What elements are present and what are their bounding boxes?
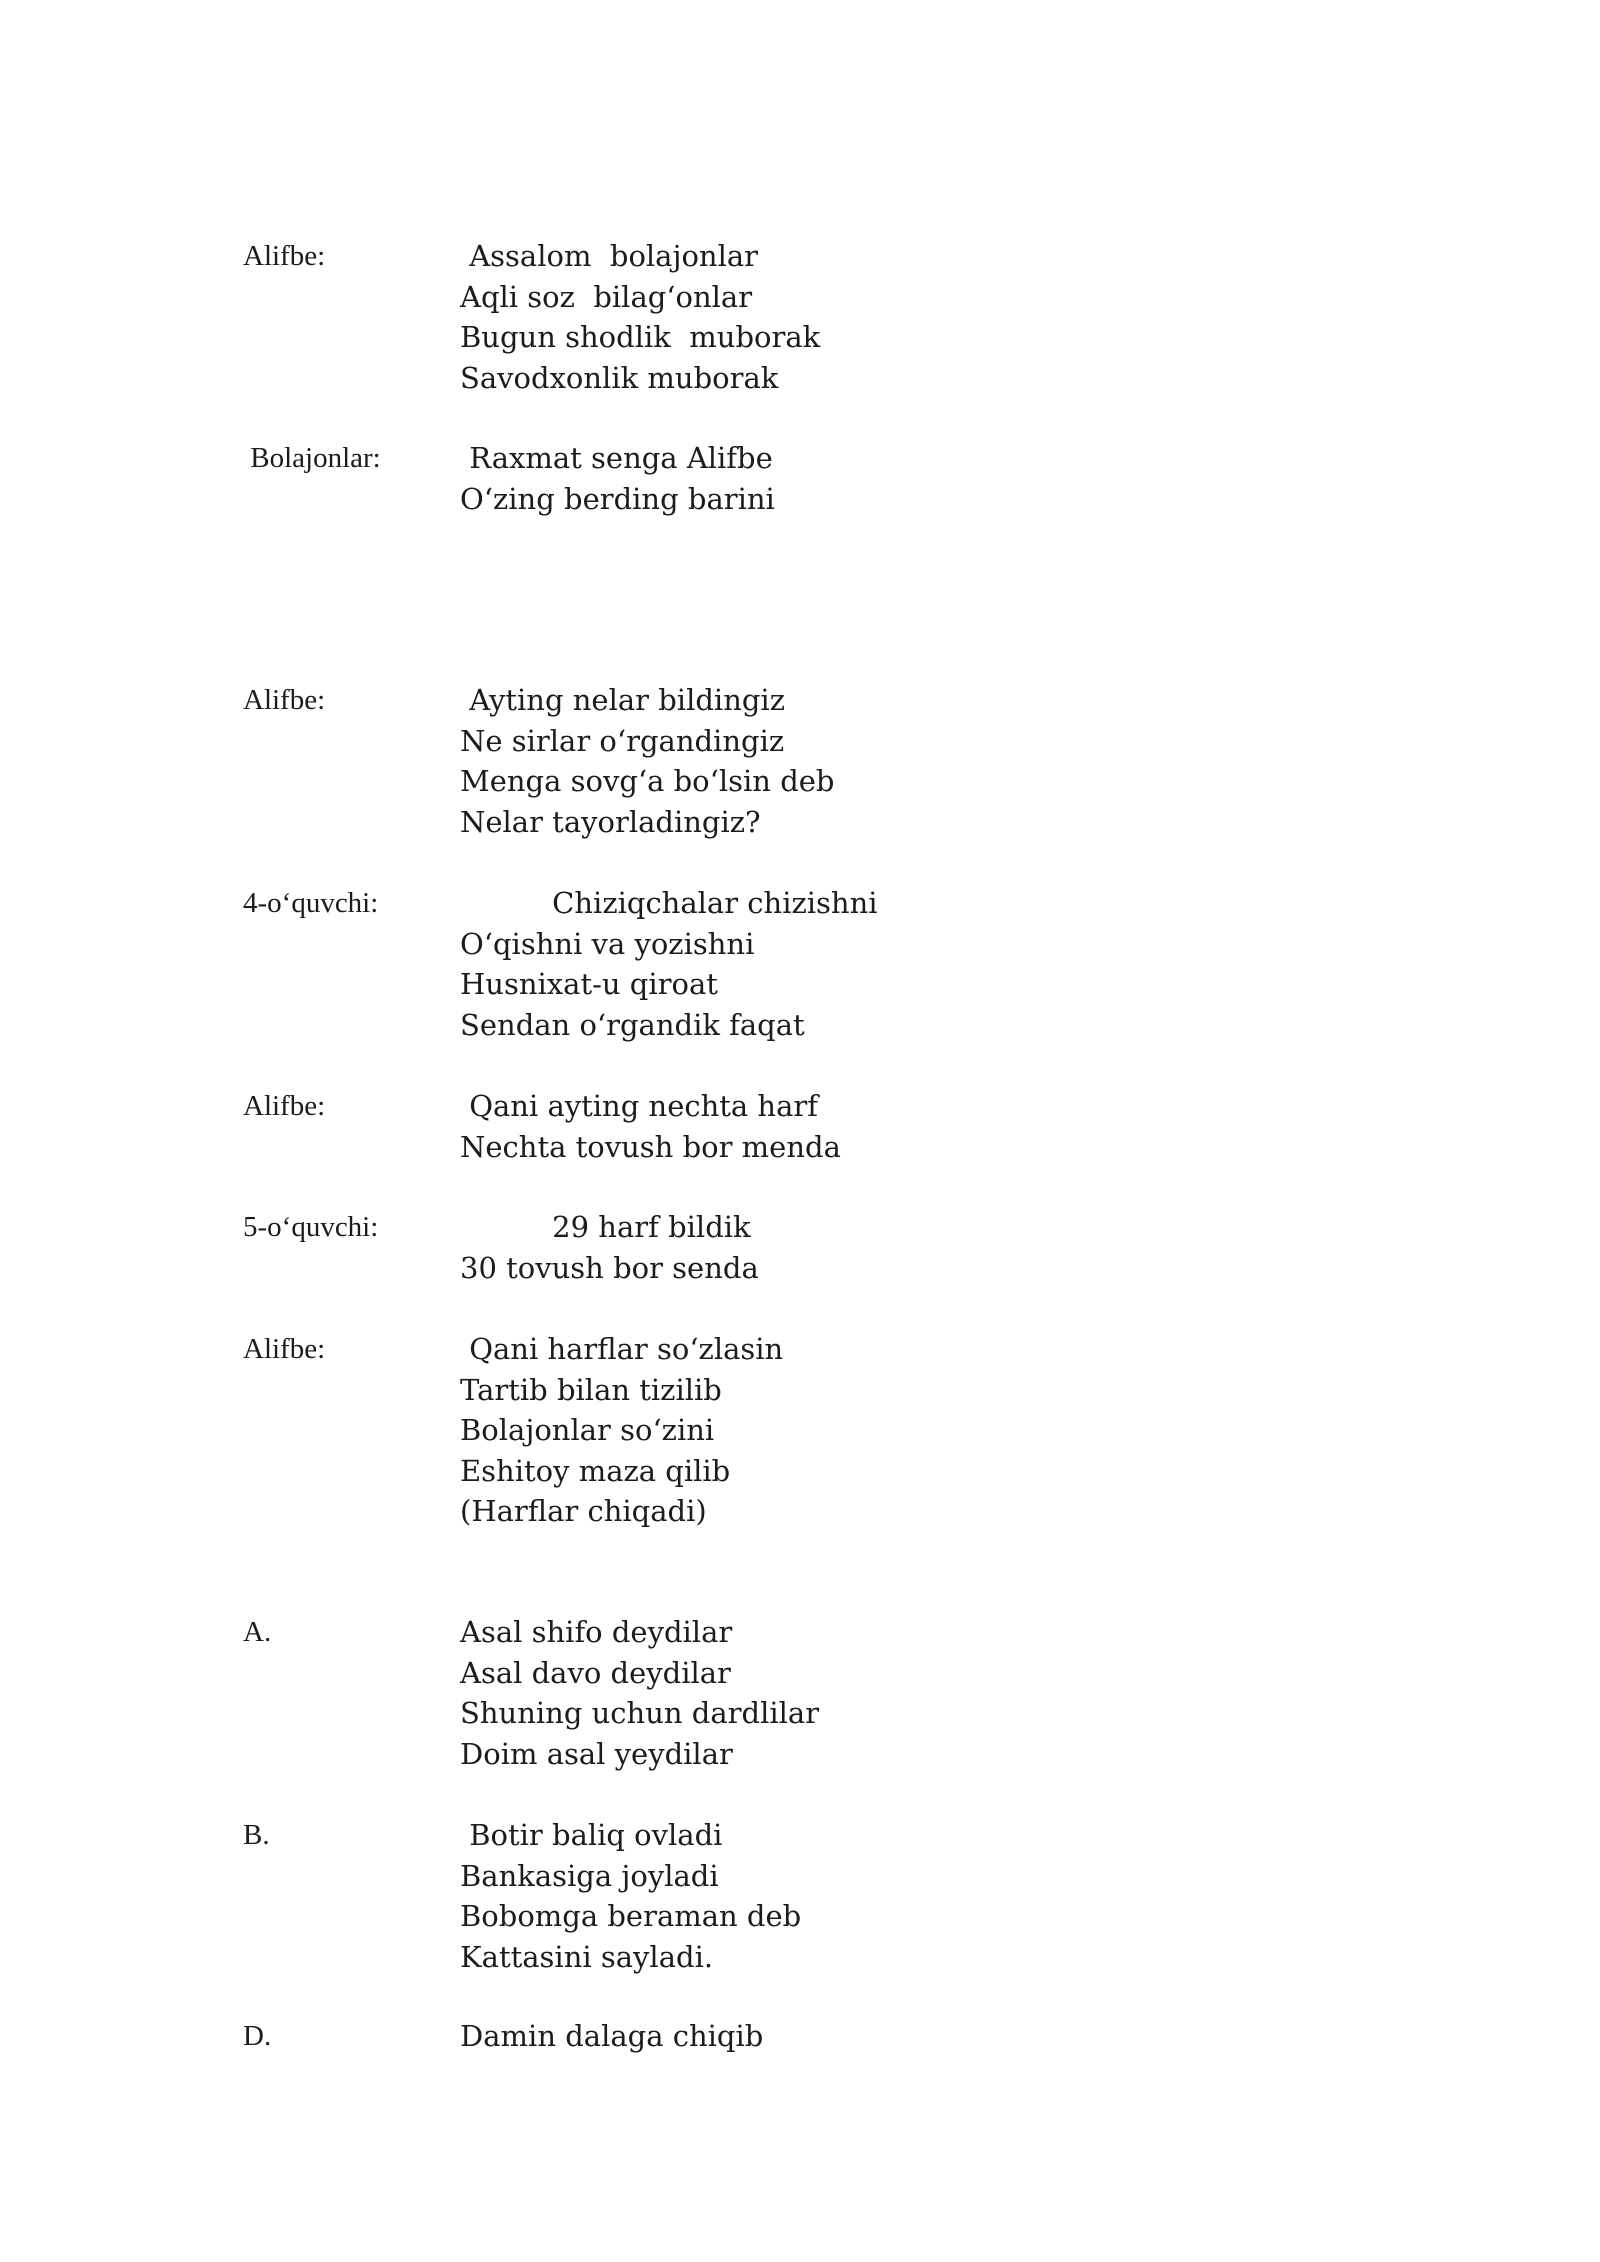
verse-line: Bugun shodlik muborak bbox=[460, 320, 821, 354]
verse-line: Botir baliq ovladi bbox=[460, 1818, 723, 1852]
verse-line: (Harflar chiqadi) bbox=[460, 1494, 707, 1528]
verse-line: Qani ayting nechta harf bbox=[460, 1089, 818, 1123]
verse-line: Husnixat-u qiroat bbox=[460, 967, 718, 1001]
verse-line: Raxmat senga Alifbe bbox=[460, 441, 773, 475]
verse-line: O‘qishni va yozishni bbox=[460, 926, 755, 961]
speaker-label: B. bbox=[243, 1819, 270, 1851]
verse-lines bbox=[460, 883, 878, 1045]
verse-line: Bankasiga joyladi bbox=[460, 1858, 719, 1893]
verse-line: Tartib bilan tizilib bbox=[460, 1372, 722, 1407]
verse-line: Shuning uchun dardlilar bbox=[460, 1696, 820, 1730]
verse-line: O‘zing berding barini bbox=[460, 481, 775, 516]
verse-line: Doim asal yeydilar bbox=[460, 1736, 733, 1771]
verse-lines bbox=[460, 1815, 801, 1977]
verse-line: Assalom bolajonlar bbox=[460, 239, 759, 273]
speaker-label: 4-o‘quvchi: bbox=[243, 887, 379, 919]
verse-line: 30 tovush bor senda bbox=[460, 1250, 759, 1285]
verse-line: Bolajonlar so‘zini bbox=[460, 1413, 715, 1447]
verse-line: Menga sovg‘a bo‘lsin deb bbox=[460, 764, 835, 798]
verse-line: Nechta tovush bor menda bbox=[460, 1129, 841, 1164]
verse-line: Eshitoy maza qilib bbox=[460, 1453, 731, 1488]
verse-lines bbox=[460, 2016, 763, 2057]
verse-line: Ne sirlar o‘rgandingiz bbox=[460, 723, 785, 758]
verse-lines bbox=[460, 1329, 783, 1532]
speaker-label: D. bbox=[243, 2020, 272, 2052]
verse-line: Asal shifo deydilar bbox=[460, 1615, 733, 1649]
speaker-label: Alifbe: bbox=[243, 240, 326, 272]
verse-line: Kattasini sayladi. bbox=[460, 1939, 714, 1974]
verse-line: Aqli soz bilag‘onlar bbox=[460, 279, 753, 314]
verse-lines bbox=[460, 1086, 841, 1167]
verse-line: Savodxonlik muborak bbox=[460, 360, 779, 395]
verse-line: 29 harf bildik bbox=[460, 1210, 751, 1244]
speaker-label: Alifbe: bbox=[243, 1090, 326, 1122]
verse-line: Bobomga beraman deb bbox=[460, 1899, 802, 1933]
verse-line: Damin dalaga chiqib bbox=[460, 2019, 764, 2053]
verse-lines bbox=[460, 438, 775, 519]
verse-line: Qani harflar so‘zlasin bbox=[460, 1332, 784, 1366]
speaker-label: A. bbox=[243, 1616, 272, 1648]
verse-line: Nelar tayorladingiz? bbox=[460, 804, 761, 839]
speaker-label: Alifbe: bbox=[243, 1333, 326, 1365]
speaker-label: Alifbe: bbox=[243, 684, 326, 716]
speaker-label: Bolajonlar: bbox=[243, 442, 381, 474]
verse-line: Sendan o‘rgandik faqat bbox=[460, 1007, 805, 1042]
verse-line: Ayting nelar bildingiz bbox=[460, 683, 785, 717]
verse-lines bbox=[460, 236, 820, 398]
verse-line: Chiziqchalar chizishni bbox=[460, 886, 878, 920]
verse-lines bbox=[460, 680, 834, 842]
verse-lines bbox=[460, 1207, 759, 1288]
verse-lines bbox=[460, 1612, 819, 1774]
speaker-label: 5-o‘quvchi: bbox=[243, 1211, 379, 1243]
verse-line: Asal davo deydilar bbox=[460, 1655, 731, 1690]
